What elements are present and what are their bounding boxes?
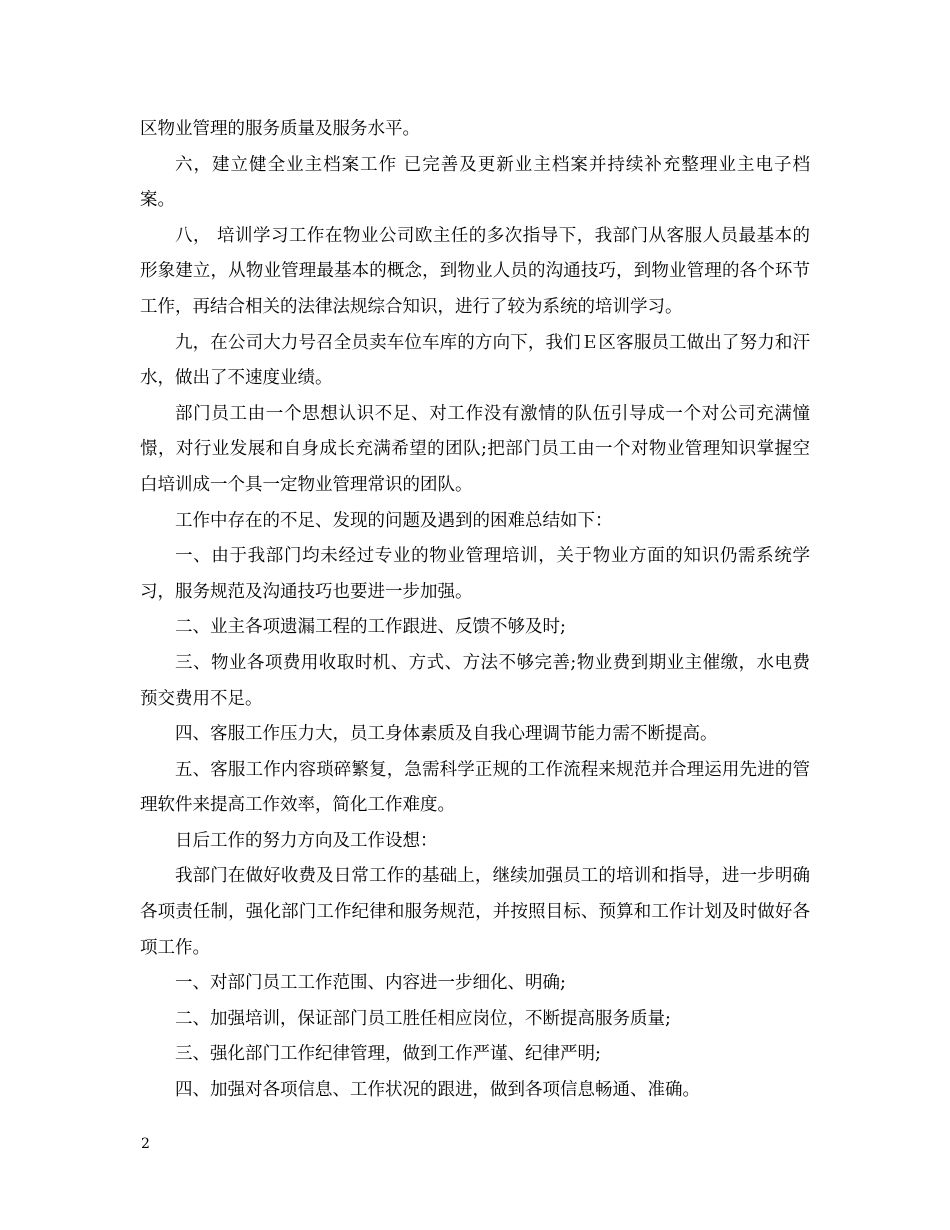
paragraph-1: 区物业管理的服务质量及服务水平。 xyxy=(140,119,420,139)
paragraph-5: 部门员工由一个思想认识不足、对工作没有激情的队伍引导成一个对公司充满憧憬，对行业发展和自身成长充满希望的团队;把部门员工由一个对物业管理知识掌握空白培训成一个具一定物业管理常识的团队。 xyxy=(140,403,810,495)
paragraph-14: 一、对部门员工工作范围、内容进一步细化、明确; xyxy=(175,973,566,994)
paragraph-6: 工作中存在的不足、发现的问题及遇到的困难总结如下： xyxy=(175,510,613,531)
paragraph-13: 我部门在做好收费及日常工作的基础上，继续加强员工的培训和指导，进一步明确各项责任制，强化部门工作纪律和服务规范，并按照目标、预算和工作计划及时做好各项工作。 xyxy=(140,866,810,958)
paragraph-15: 二、加强培训，保证部门员工胜任相应岗位，不断提高服务质量; xyxy=(175,1008,671,1029)
document-body xyxy=(140,112,810,1109)
page-number: 2 xyxy=(141,1136,150,1152)
paragraph-4: 九，在公司大力号召全员卖车位车库的方向下，我们Ｅ区客服员工做出了努力和汗水，做出了不速度业绩。 xyxy=(140,332,810,389)
paragraph-10: 四、客服工作压力大，员工身体素质及自我心理调节能力需不断提高。 xyxy=(175,724,718,745)
paragraph-2: 六，建立健全业主档案工作 已完善及更新业主档案并持续补充整理业主电子档案。 xyxy=(140,154,810,211)
paragraph-17: 四、加强对各项信息、工作状况的跟进，做到各项信息畅通、准确。 xyxy=(175,1080,700,1101)
paragraph-12: 日后工作的努力方向及工作设想： xyxy=(175,830,438,851)
paragraph-3: 八， 培训学习工作在物业公司欧主任的多次指导下，我部门从客服人员最基本的形象建立，从物业管理最基本的概念，到物业人员的沟通技巧，到物业管理的各个环节工作，再结合相关的法律法规综合知识，进行了较为系统的培训学习。 xyxy=(140,225,810,317)
paragraph-8: 二、业主各项遗漏工程的工作跟进、反馈不够及时; xyxy=(175,617,566,638)
paragraph-7: 一、由于我部门均未经过专业的物业管理培训，关于物业方面的知识仍需系统学习，服务规范及沟通技巧也要进一步加强。 xyxy=(140,546,810,602)
paragraph-16: 三、强化部门工作纪律管理，做到工作严谨、纪律严明; xyxy=(175,1044,601,1065)
paragraph-11: 五、客服工作内容琐碎繁复，急需科学正规的工作流程来规范并合理运用先进的管理软件来提高工作效率，简化工作难度。 xyxy=(140,759,810,816)
paragraph-9: 三、物业各项费用收取时机、方式、方法不够完善;物业费到期业主催缴，水电费预交费用不足。 xyxy=(140,652,810,709)
